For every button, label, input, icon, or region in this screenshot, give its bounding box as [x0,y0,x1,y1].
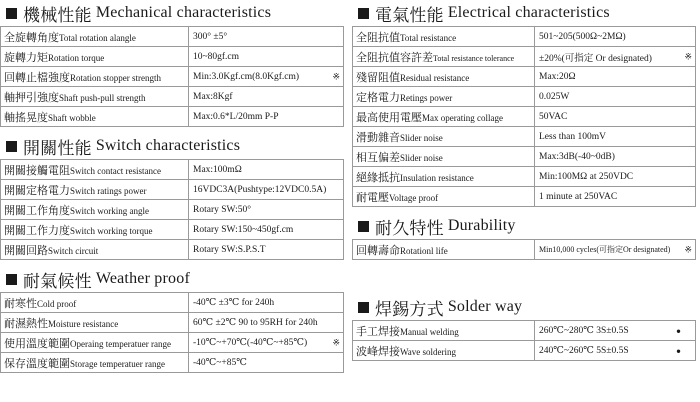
spec-label-cell [1,87,189,107]
table-row [1,67,344,87]
electrical-table [352,26,696,207]
text-label: Max:20Ω [535,67,696,87]
text-label: 使用溫度範圍 [4,337,70,350]
text-label: -10℃~+70℃(-40℃~+85℃) [193,338,308,348]
table-row [353,341,696,361]
text-label: Total rotation alangle [59,32,136,43]
table-row [1,47,344,67]
weather-table [0,292,344,373]
table-row [1,220,344,240]
square-bullet-icon [358,302,369,313]
table-row [1,27,344,47]
spec-label-cell [353,321,535,341]
spec-value-cell [535,341,696,361]
text-label: Shaft wobble [48,112,96,123]
table-row [353,187,696,207]
text-label: 50VAC [535,107,696,127]
spec-label-cell [1,180,189,200]
note-mark: ※ [332,71,340,81]
text-label: 旋轉力矩 [4,51,48,64]
table-row [353,147,696,167]
text-label: Max operating collage [422,112,503,123]
text-label: Mechanical characteristics [95,4,272,21]
text-label: 機械性能 [23,5,92,25]
durability-table [352,239,696,260]
table-row [353,321,696,341]
text-label: 耐濕熱性 [4,317,48,330]
bullet-dot-icon: ● [676,346,681,355]
note-mark: ※ [684,51,692,61]
text-label: 全阻抗值容許差 [356,51,433,64]
text-label: Rotation stopper strength [70,72,161,83]
text-label: 最高使用電壓 [356,111,422,124]
text-label: Rotary SW:S.P.S.T [189,240,344,260]
table-row [353,107,696,127]
text-label: Retings power [400,92,453,103]
text-label: Slider noise [400,152,443,163]
text-label: 滑動雜音 [356,131,400,144]
text-label: Max:8Kgf [189,87,344,107]
text-label: 501~205(500Ω~2MΩ) [535,27,696,47]
spec-label-cell [1,27,189,47]
text-label: Cold proof [37,298,77,309]
text-label: Switch circuit [48,245,99,256]
solder-title [352,294,696,320]
spec-label-cell [353,67,535,87]
text-label: Total resistance tolerance [433,53,515,63]
text-label: Wave soldering [400,346,457,357]
text-label: Storage temperatuer range [70,358,165,369]
text-label: 耐氣候性 [23,271,92,291]
table-row [1,240,344,260]
spec-label-cell [353,147,535,167]
spec-label-cell [1,333,189,353]
table-row [1,107,344,127]
spec-value-cell [189,333,344,353]
text-label: Rotationl life [400,245,448,256]
text-label: Less than 100mV [535,127,696,147]
spec-label-cell [1,293,189,313]
text-label: 絕緣抵抗 [356,171,400,184]
weather-title [0,266,344,292]
spec-label-cell [1,200,189,220]
square-bullet-icon [6,141,17,152]
text-label: Min10,000 cycles(可指定Or designated) [539,245,671,254]
text-label: 全旋轉角度 [4,31,59,44]
text-label: Switch working angle [70,205,149,216]
text-label: ±20%(可指定 Or designated) [539,53,652,64]
text-label: 軸搖晃度 [4,111,48,124]
spec-label-cell [1,353,189,373]
solder-table [352,320,696,361]
electrical-title [352,0,696,26]
spec-label-cell [1,67,189,87]
square-bullet-icon [6,274,17,285]
text-label: 1 minute at 250VAC [535,187,696,207]
table-row [353,47,696,67]
spec-label-cell [353,127,535,147]
table-row [353,67,696,87]
text-label: 開關工作力度 [4,224,70,237]
table-row [1,293,344,313]
text-label: 軸押引強度 [4,91,59,104]
spec-label-cell [353,87,535,107]
table-row [353,87,696,107]
text-label: 全阻抗值 [356,31,400,44]
table-row [1,200,344,220]
text-label: Durability [447,217,516,234]
text-label: 10~80gf.cm [189,47,344,67]
spec-label-cell [353,187,535,207]
mechanical-title [0,0,344,26]
text-label: 相互偏差 [356,151,400,164]
text-label: Min:3.0Kgf.cm(8.0Kgf.cm) [193,71,300,82]
spec-label-cell [1,240,189,260]
text-label: 開關回路 [4,244,48,257]
table-row [353,240,696,260]
text-label: 300° ±5° [189,27,344,47]
spec-label-cell [353,47,535,67]
text-label: 殘留阻值 [356,71,400,84]
text-label: Max:0.6*L/20mm P-P [189,107,344,127]
text-label: Switch contact resistance [70,165,161,176]
table-row [1,87,344,107]
spec-label-cell [353,240,535,260]
table-row [1,160,344,180]
text-label: 保存溫度範圍 [4,357,70,370]
text-label: 開關工作角度 [4,204,70,217]
spec-label-cell [353,27,535,47]
text-label: Min:100MΩ at 250VDC [535,167,696,187]
spec-value-cell [535,47,696,67]
text-label: 耐電壓 [356,191,389,204]
text-label: 60℃ ±2℃ 90 to 95RH for 240h [189,313,344,333]
text-label: Total resistance [400,32,457,43]
text-label: Shaft push-pull strength [59,92,146,103]
text-label: Residual resistance [400,72,470,83]
spec-label-cell [353,107,535,127]
text-label: -40℃ ±3℃ for 240h [189,293,344,313]
text-label: Insulation resistance [400,172,474,183]
text-label: Electrical characteristics [447,4,610,21]
text-label: Voltage proof [389,192,439,203]
spec-value-cell [189,67,344,87]
table-row [353,127,696,147]
left-column [0,0,344,373]
text-label: Rotation torque [48,52,105,63]
text-label: Max:100mΩ [189,160,344,180]
text-label: 定格電力 [356,91,400,104]
text-label: Solder way [447,298,523,315]
text-label: 開關接觸電阻 [4,164,70,177]
switch-table [0,159,344,260]
spec-label-cell [1,160,189,180]
text-label: Slider noise [400,132,443,143]
spec-label-cell [353,341,535,361]
text-label: Manual welding [400,326,459,337]
text-label: 波峰焊接 [356,345,400,358]
text-label: 耐寒性 [4,297,37,310]
spec-label-cell [1,220,189,240]
mechanical-table [0,26,344,127]
right-column [352,0,696,361]
table-row [1,333,344,353]
note-mark: ※ [684,244,692,254]
text-label: Rotary SW:150~450gf.cm [189,220,344,240]
spec-label-cell [1,107,189,127]
note-mark: ※ [332,337,340,347]
switch-title [0,133,344,159]
spec-label-cell [1,313,189,333]
text-label: 回轉止檔強度 [4,71,70,84]
text-label: Switch characteristics [95,137,241,154]
text-label: Operaing temperatuer range [70,338,171,349]
text-label: 耐久特性 [375,218,444,238]
text-label: Rotary SW:50° [189,200,344,220]
text-label: -40℃~+85℃ [189,353,344,373]
text-label: Moisture resistance [48,318,119,329]
text-label: 回轉壽命 [356,244,400,257]
square-bullet-icon [358,8,369,19]
square-bullet-icon [358,221,369,232]
spec-value-cell [535,321,696,341]
table-row [353,27,696,47]
text-label: Switch working torque [70,225,153,236]
text-label: 260℃~280℃ 3S±0.5S [539,326,629,336]
spec-label-cell [353,167,535,187]
bullet-dot-icon: ● [676,326,681,335]
durability-title [352,213,696,239]
spec-label-cell [1,47,189,67]
text-label: 開關性能 [23,138,92,158]
table-row [1,353,344,373]
square-bullet-icon [6,8,17,19]
text-label: 0.025W [535,87,696,107]
table-row [353,167,696,187]
table-row [1,313,344,333]
text-label: 焊錫方式 [375,299,444,319]
text-label: 電氣性能 [375,5,444,25]
text-label: 240℃~260℃ 5S±0.5S [539,346,629,356]
text-label: Switch ratings power [70,185,147,196]
text-label: Max:3dB(-40~0dB) [535,147,696,167]
table-row [1,180,344,200]
spec-value-cell [535,240,696,260]
text-label: Weather proof [95,270,190,287]
text-label: 16VDC3A(Pushtype:12VDC0.5A) [189,180,344,200]
text-label: 開關定格電力 [4,184,70,197]
text-label: 手工焊接 [356,325,400,338]
